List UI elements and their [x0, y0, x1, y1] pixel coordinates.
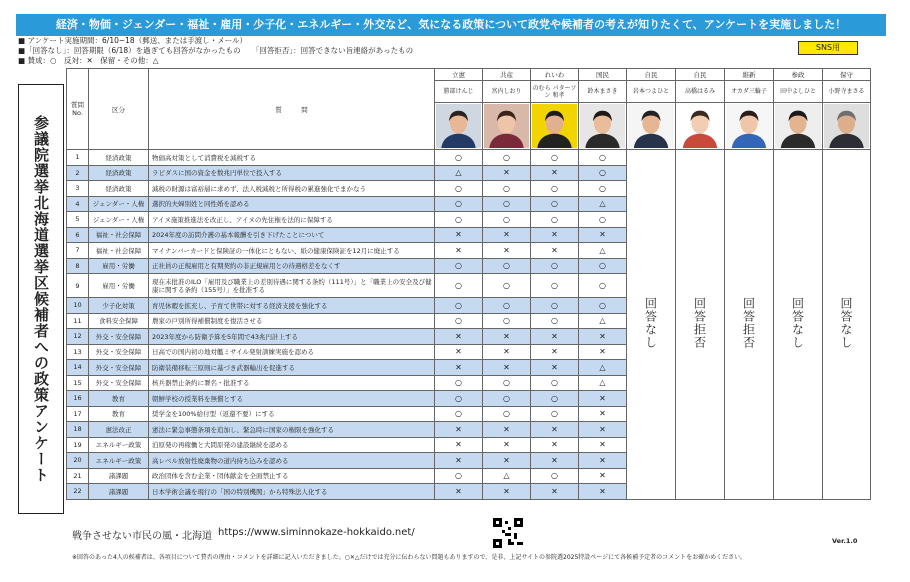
- candidate-portrait: [484, 104, 529, 148]
- answer-mark: ○: [579, 258, 627, 274]
- survey-notes: [18, 36, 413, 66]
- no-answer-cell: [627, 150, 676, 500]
- answer-mark: ○: [531, 274, 579, 298]
- question-number: 12: [67, 329, 89, 345]
- answer-mark: ✕: [579, 344, 627, 360]
- answer-mark: ✕: [435, 344, 483, 360]
- answer-mark: ○: [531, 391, 579, 407]
- candidate-party: れいわ: [531, 69, 579, 81]
- qr-code-icon: [493, 518, 523, 548]
- answer-mark: ✕: [531, 437, 579, 453]
- question-category: 教育: [89, 406, 149, 422]
- answer-mark: △: [579, 360, 627, 376]
- answer-mark: ✕: [483, 453, 531, 469]
- answer-mark: ○: [579, 212, 627, 228]
- answer-mark: ✕: [435, 484, 483, 500]
- answer-mark: ○: [531, 150, 579, 166]
- question-category: 少子化対策: [89, 298, 149, 314]
- question-number: 16: [67, 391, 89, 407]
- question-text: 泊原発の再稼働と大間原発の建設継続を認める: [149, 437, 435, 453]
- answer-mark: ○: [579, 181, 627, 197]
- answer-mark: ○: [483, 406, 531, 422]
- answer-mark: ✕: [435, 422, 483, 438]
- answer-mark: ✕: [579, 406, 627, 422]
- answer-mark: ✕: [483, 227, 531, 243]
- answer-mark: ○: [483, 375, 531, 391]
- answer-mark: ✕: [483, 484, 531, 500]
- footer-url[interactable]: https://www.siminnokaze-hokkaido.net/: [218, 527, 415, 538]
- candidate-portrait: [532, 104, 577, 148]
- question-category: 外交・安全保障: [89, 360, 149, 376]
- question-text: 防衛装備移転三原則に基づき武器輸出を促進する: [149, 360, 435, 376]
- question-number: 22: [67, 484, 89, 500]
- question-text: 農家の戸別所得補償制度を復活させる: [149, 313, 435, 329]
- answer-mark: ✕: [531, 165, 579, 181]
- answer-mark: ○: [483, 196, 531, 212]
- question-number: 15: [67, 375, 89, 391]
- question-text: 選択的夫婦別姓と同性婚を認める: [149, 196, 435, 212]
- question-text: 正社員の正規雇用と有期契約の非正規雇用との待遇格差をなくす: [149, 258, 435, 274]
- candidate-portrait: [580, 104, 625, 148]
- note-definitions: ■「回答なし」：回答期限（6/18）を過ぎても回答がなかったもの 「回答拒否」：回答できない旨連絡があったもの: [18, 46, 414, 55]
- answer-mark: ✕: [531, 344, 579, 360]
- question-number: 10: [67, 298, 89, 314]
- question-category: 外交・安全保障: [89, 344, 149, 360]
- answer-mark: ✕: [531, 422, 579, 438]
- no-answer-label: 回答拒否: [692, 297, 707, 350]
- answer-mark: ○: [435, 391, 483, 407]
- question-text: 日本学術会議を現行の「国の特別機関」から特殊法人化する: [149, 484, 435, 500]
- answer-mark: ○: [531, 313, 579, 329]
- question-number: 20: [67, 453, 89, 469]
- question-category: 福祉・社会保障: [89, 227, 149, 243]
- table-row: [67, 150, 871, 166]
- candidate-party: 国民: [579, 69, 627, 81]
- candidate-portrait: [775, 104, 821, 148]
- vertical-title-box: [18, 84, 64, 514]
- vertical-title: 参議院選挙北海道選挙区候補者への政策アンケート: [32, 115, 50, 483]
- answer-mark: ○: [579, 274, 627, 298]
- survey-table-body: [67, 69, 871, 500]
- no-answer-label: 回答なし: [790, 297, 805, 350]
- answer-mark: ✕: [531, 227, 579, 243]
- answer-mark: ○: [483, 274, 531, 298]
- question-number: 4: [67, 196, 89, 212]
- question-number: 7: [67, 243, 89, 259]
- candidate-photo-cell: [823, 103, 871, 150]
- question-category: エネルギー政策: [89, 453, 149, 469]
- candidate-name: オカダ三輪子: [725, 81, 774, 103]
- question-number: 3: [67, 181, 89, 197]
- answer-mark: ○: [435, 274, 483, 298]
- question-text: 高レベル放射性廃棄物の道内持ち込みを認める: [149, 453, 435, 469]
- answer-mark: ✕: [579, 484, 627, 500]
- answer-mark: ✕: [483, 422, 531, 438]
- answer-mark: ✕: [531, 243, 579, 259]
- candidate-name: 高橋はるみ: [676, 81, 725, 103]
- answer-mark: ✕: [531, 484, 579, 500]
- header-question: 質 問: [149, 69, 435, 150]
- answer-mark: ○: [483, 150, 531, 166]
- question-text: 現在未批准のILO「雇用及び職業上の差別待遇に関する条約（111号）」と「職業上の安全及び健康に関する条約（155号）」を批准する: [149, 274, 435, 298]
- answer-mark: ○: [435, 313, 483, 329]
- no-answer-label: 回答なし: [839, 297, 853, 350]
- answer-mark: ○: [531, 468, 579, 484]
- question-number: 6: [67, 227, 89, 243]
- question-number: 13: [67, 344, 89, 360]
- answer-mark: ✕: [579, 468, 627, 484]
- question-text: 日高での国内初の地対艦ミサイル発射訓練実施を認める: [149, 344, 435, 360]
- question-number: 1: [67, 150, 89, 166]
- question-category: 福祉・社会保障: [89, 243, 149, 259]
- answer-mark: ✕: [435, 329, 483, 345]
- candidate-photo-cell: [483, 103, 531, 150]
- candidate-name: 鈴木まさき: [579, 81, 627, 103]
- note-period: ■ アンケート実施期間：6/10~18（郵送、または手渡し・メール）: [18, 36, 248, 45]
- answer-mark: ○: [435, 150, 483, 166]
- answer-mark: ○: [531, 298, 579, 314]
- answer-mark: ✕: [531, 453, 579, 469]
- answer-mark: ✕: [531, 329, 579, 345]
- no-answer-cell: [823, 150, 871, 500]
- question-text: 2023年度から防衛予算を5年間で43兆円計上する: [149, 329, 435, 345]
- question-text: 核兵器禁止条約に署名・批准する: [149, 375, 435, 391]
- candidate-portrait: [628, 104, 674, 148]
- candidate-portrait: [436, 104, 481, 148]
- question-text: 憲法に緊急事態条項を追加し、緊急時に国家の権限を強化する: [149, 422, 435, 438]
- question-category: 食料安全保障: [89, 313, 149, 329]
- answer-mark: △: [435, 165, 483, 181]
- candidate-photo-cell: [725, 103, 774, 150]
- candidate-party: 共産: [483, 69, 531, 81]
- answer-mark: ○: [531, 375, 579, 391]
- answer-mark: ✕: [579, 391, 627, 407]
- survey-table: [66, 68, 871, 500]
- question-text: アイヌ施策推進法を改正し、アイヌの先住権を法的に保障する: [149, 212, 435, 228]
- answer-mark: ✕: [579, 453, 627, 469]
- no-answer-cell: [725, 150, 774, 500]
- answer-mark: ○: [531, 258, 579, 274]
- answer-mark: ○: [483, 313, 531, 329]
- question-category: エネルギー政策: [89, 437, 149, 453]
- question-category: 諸課題: [89, 468, 149, 484]
- answer-mark: ✕: [435, 437, 483, 453]
- answer-mark: ✕: [435, 360, 483, 376]
- question-category: 教育: [89, 391, 149, 407]
- question-text: 奨学金を100%給付型（返還不要）にする: [149, 406, 435, 422]
- answer-mark: ✕: [483, 437, 531, 453]
- answer-mark: ○: [435, 298, 483, 314]
- question-text: 2024年度の訪問介護の基本報酬を引き下げたことについて: [149, 227, 435, 243]
- banner-title: 経済・物価・ジェンダー・福祉・雇用・少子化・エネルギー・外交など、気になる政策について政党や候補者の考えが知りたくて、アンケートを実施しました！: [16, 14, 886, 36]
- question-text: 物価高対策として消費税を減税する: [149, 150, 435, 166]
- candidate-party: 自民: [676, 69, 725, 81]
- question-text: ラピダスに国の資金を数兆円単位で投入する: [149, 165, 435, 181]
- answer-mark: ○: [531, 181, 579, 197]
- question-category: 憲法改正: [89, 422, 149, 438]
- answer-mark: ○: [579, 298, 627, 314]
- candidate-photo-cell: [676, 103, 725, 150]
- candidate-party: 維新: [725, 69, 774, 81]
- answer-mark: ✕: [531, 360, 579, 376]
- answer-mark: ✕: [483, 165, 531, 181]
- answer-mark: ✕: [435, 227, 483, 243]
- question-category: 雇用・労働: [89, 274, 149, 298]
- question-text: 育児休暇を拡充し、子育て世帯に対する経済支援を強化する: [149, 298, 435, 314]
- answer-mark: ○: [579, 165, 627, 181]
- question-number: 9: [67, 274, 89, 298]
- candidate-party: 自民: [627, 69, 676, 81]
- answer-mark: ○: [435, 258, 483, 274]
- question-number: 18: [67, 422, 89, 438]
- answer-mark: ○: [483, 181, 531, 197]
- no-answer-label: 回答拒否: [741, 297, 756, 350]
- answer-mark: ○: [435, 406, 483, 422]
- candidate-name: のむら パターソン 和孝: [531, 81, 579, 103]
- answer-mark: △: [483, 468, 531, 484]
- answer-mark: ✕: [483, 344, 531, 360]
- answer-mark: ○: [531, 212, 579, 228]
- answer-mark: ✕: [483, 329, 531, 345]
- answer-mark: ○: [483, 212, 531, 228]
- question-text: 減税の財源は富裕層に求めず、法人税減税と所得税の累進強化でまかなう: [149, 181, 435, 197]
- question-number: 21: [67, 468, 89, 484]
- question-category: ジェンダー・人権: [89, 196, 149, 212]
- candidate-portrait: [677, 104, 723, 148]
- question-number: 11: [67, 313, 89, 329]
- question-number: 17: [67, 406, 89, 422]
- sns-label: SNS用: [798, 41, 858, 55]
- answer-mark: △: [579, 375, 627, 391]
- candidate-photo-cell: [435, 103, 483, 150]
- candidate-party: 立憲: [435, 69, 483, 81]
- question-category: 経済政策: [89, 181, 149, 197]
- question-number: 5: [67, 212, 89, 228]
- question-text: マイナンバーカードと保険証の一体化にともない、紙の健康保険証を12月に廃止する: [149, 243, 435, 259]
- answer-mark: △: [579, 313, 627, 329]
- question-category: 経済政策: [89, 165, 149, 181]
- candidate-name: 勝部けんじ: [435, 81, 483, 103]
- question-category: 諸課題: [89, 484, 149, 500]
- answer-mark: △: [579, 243, 627, 259]
- question-category: ジェンダー・人権: [89, 212, 149, 228]
- no-answer-cell: [774, 150, 823, 500]
- question-number: 8: [67, 258, 89, 274]
- answer-mark: ○: [531, 406, 579, 422]
- answer-mark: ○: [435, 468, 483, 484]
- question-number: 14: [67, 360, 89, 376]
- answer-mark: ✕: [435, 243, 483, 259]
- question-category: 外交・安全保障: [89, 375, 149, 391]
- candidate-name: 小野寺まさる: [823, 81, 871, 103]
- footnote: ※回答のあった4人の候補者は、各項目について賛否の理由・コメントを詳細に記入いただきました。○✕△だけでは充分に伝わらない問題もありますので、是非、上記サイトの参院選2025特設ページにて各候補予定者のコメントをお確かめください。: [72, 554, 747, 561]
- answer-mark: ○: [483, 258, 531, 274]
- footer-organization: 戦争させない市民の風・北海道: [72, 531, 212, 542]
- answer-mark: ○: [435, 196, 483, 212]
- answer-mark: ○: [435, 375, 483, 391]
- header-num: 質問No.: [67, 69, 89, 150]
- answer-mark: ○: [435, 212, 483, 228]
- candidate-portrait: [726, 104, 772, 148]
- question-category: 雇用・労働: [89, 258, 149, 274]
- answer-mark: ○: [435, 181, 483, 197]
- answer-mark: ✕: [579, 422, 627, 438]
- candidate-portrait: [824, 104, 869, 148]
- answer-mark: ○: [579, 150, 627, 166]
- answer-mark: ○: [483, 298, 531, 314]
- question-category: 経済政策: [89, 150, 149, 166]
- answer-mark: ✕: [483, 243, 531, 259]
- candidate-name: 田中よしひと: [774, 81, 823, 103]
- question-text: 政治団体を含む企業・団体献金を全面禁止する: [149, 468, 435, 484]
- question-category: 外交・安全保障: [89, 329, 149, 345]
- question-number: 19: [67, 437, 89, 453]
- question-number: 2: [67, 165, 89, 181]
- answer-mark: ○: [483, 391, 531, 407]
- answer-mark: ✕: [579, 437, 627, 453]
- candidate-photo-cell: [531, 103, 579, 150]
- answer-mark: ✕: [483, 360, 531, 376]
- candidate-party: 参政: [774, 69, 823, 81]
- version-label: Ver.1.0: [832, 537, 858, 545]
- candidate-name: 宮内しおり: [483, 81, 531, 103]
- answer-mark: ✕: [579, 329, 627, 345]
- answer-mark: ✕: [435, 453, 483, 469]
- no-answer-cell: [676, 150, 725, 500]
- answer-mark: △: [579, 196, 627, 212]
- note-legend: ■ 賛成：○ 反対：✕ 保留・その他：△: [18, 56, 159, 65]
- candidate-photo-cell: [774, 103, 823, 150]
- answer-mark: ○: [531, 196, 579, 212]
- candidate-photo-cell: [579, 103, 627, 150]
- no-answer-label: 回答なし: [643, 297, 658, 350]
- answer-mark: ✕: [579, 227, 627, 243]
- header-category: 区分: [89, 69, 149, 150]
- candidate-name: 岩本つよひと: [627, 81, 676, 103]
- candidate-party: 保守: [823, 69, 871, 81]
- question-text: 朝鮮学校の授業料を無償とする: [149, 391, 435, 407]
- candidate-photo-cell: [627, 103, 676, 150]
